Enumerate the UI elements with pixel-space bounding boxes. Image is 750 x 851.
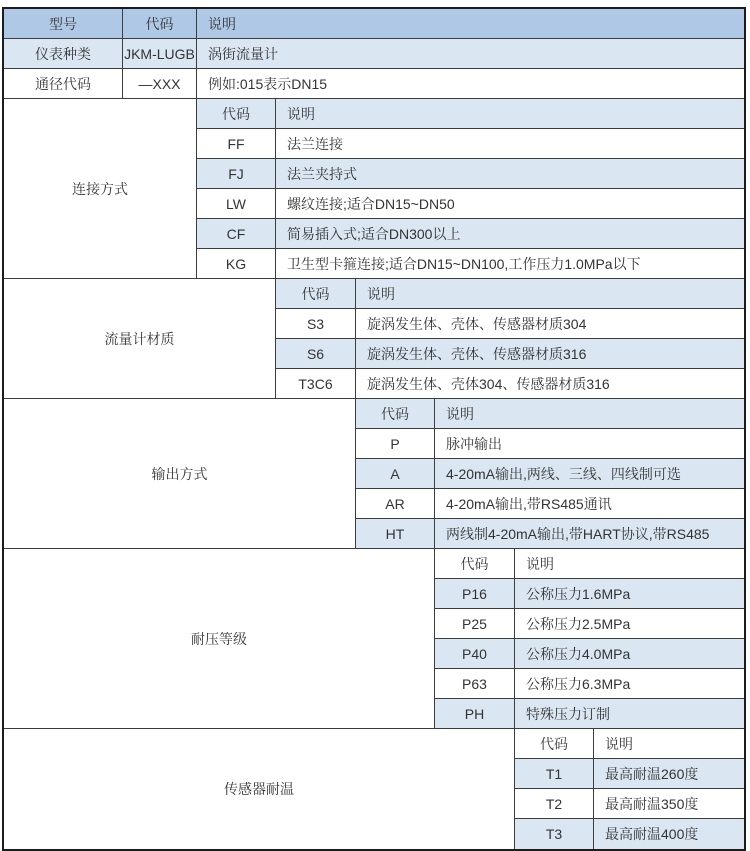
row-code: P [356,429,435,459]
row-code: T2 [515,789,594,819]
row-code: T3C6 [276,369,356,399]
row-code: S3 [276,309,356,339]
row-desc: 公称压力6.3MPa [515,669,744,699]
row-code: CF [197,219,276,249]
row-label: 通径代码 [4,69,123,99]
row-desc: 最高耐温350度 [594,789,744,819]
row-label: 仪表种类 [4,39,123,69]
nested-header-code: 代码 [515,729,594,759]
row-desc: 螺纹连接;适合DN15~DN50 [276,189,744,219]
row-desc: 旋涡发生体、壳体304、传感器材质316 [356,369,744,399]
model-selection-table [2,7,746,851]
row-code: FF [197,129,276,159]
row-desc: 最高耐温260度 [594,759,744,789]
row-desc: 简易插入式;适合DN300以上 [276,219,744,249]
row-code: A [356,459,435,489]
row-code: LW [197,189,276,219]
header-desc: 说明 [197,9,744,39]
row-code: FJ [197,159,276,189]
nested-header-desc: 说明 [435,399,744,429]
row-desc: 旋涡发生体、壳体、传感器材质304 [356,309,744,339]
row-desc: 法兰夹持式 [276,159,744,189]
row-code: P25 [435,609,515,639]
nested-header-code: 代码 [435,549,515,579]
row-code: P63 [435,669,515,699]
row-desc: 公称压力4.0MPa [515,639,744,669]
row-desc: 4-20mA输出,两线、三线、四线制可选 [435,459,744,489]
section-label: 传感器耐温 [4,729,515,849]
section-label: 连接方式 [4,99,197,279]
row-code: HT [356,519,435,549]
row-desc: 脉冲输出 [435,429,744,459]
row-desc: 法兰连接 [276,129,744,159]
row-code: KG [197,249,276,279]
row-desc: 两线制4-20mA输出,带HART协议,带RS485 [435,519,744,549]
section-label: 耐压等级 [4,549,435,729]
row-code: PH [435,699,515,729]
row-code: T3 [515,819,594,849]
row-code: AR [356,489,435,519]
nested-header-code: 代码 [356,399,435,429]
nested-header-code: 代码 [197,99,276,129]
section-label: 流量计材质 [4,279,276,399]
row-code: P16 [435,579,515,609]
row-desc: 公称压力1.6MPa [515,579,744,609]
nested-header-code: 代码 [276,279,356,309]
nested-header-desc: 说明 [594,729,744,759]
row-code: —XXX [123,69,197,99]
row-desc: 涡街流量计 [197,39,744,69]
section-label: 输出方式 [4,399,356,549]
row-desc: 卫生型卡箍连接;适合DN15~DN100,工作压力1.0MPa以下 [276,249,744,279]
row-code: JKM-LUGB [123,39,197,69]
header-code: 代码 [123,9,197,39]
row-desc: 最高耐温400度 [594,819,744,849]
nested-header-desc: 说明 [356,279,744,309]
row-desc: 公称压力2.5MPa [515,609,744,639]
row-desc: 特殊压力订制 [515,699,744,729]
row-desc: 旋涡发生体、壳体、传感器材质316 [356,339,744,369]
row-code: T1 [515,759,594,789]
row-desc: 4-20mA输出,带RS485通讯 [435,489,744,519]
row-code: S6 [276,339,356,369]
nested-header-desc: 说明 [276,99,744,129]
row-desc: 例如:015表示DN15 [197,69,744,99]
nested-header-desc: 说明 [515,549,744,579]
row-code: P40 [435,639,515,669]
header-model: 型号 [4,9,123,39]
